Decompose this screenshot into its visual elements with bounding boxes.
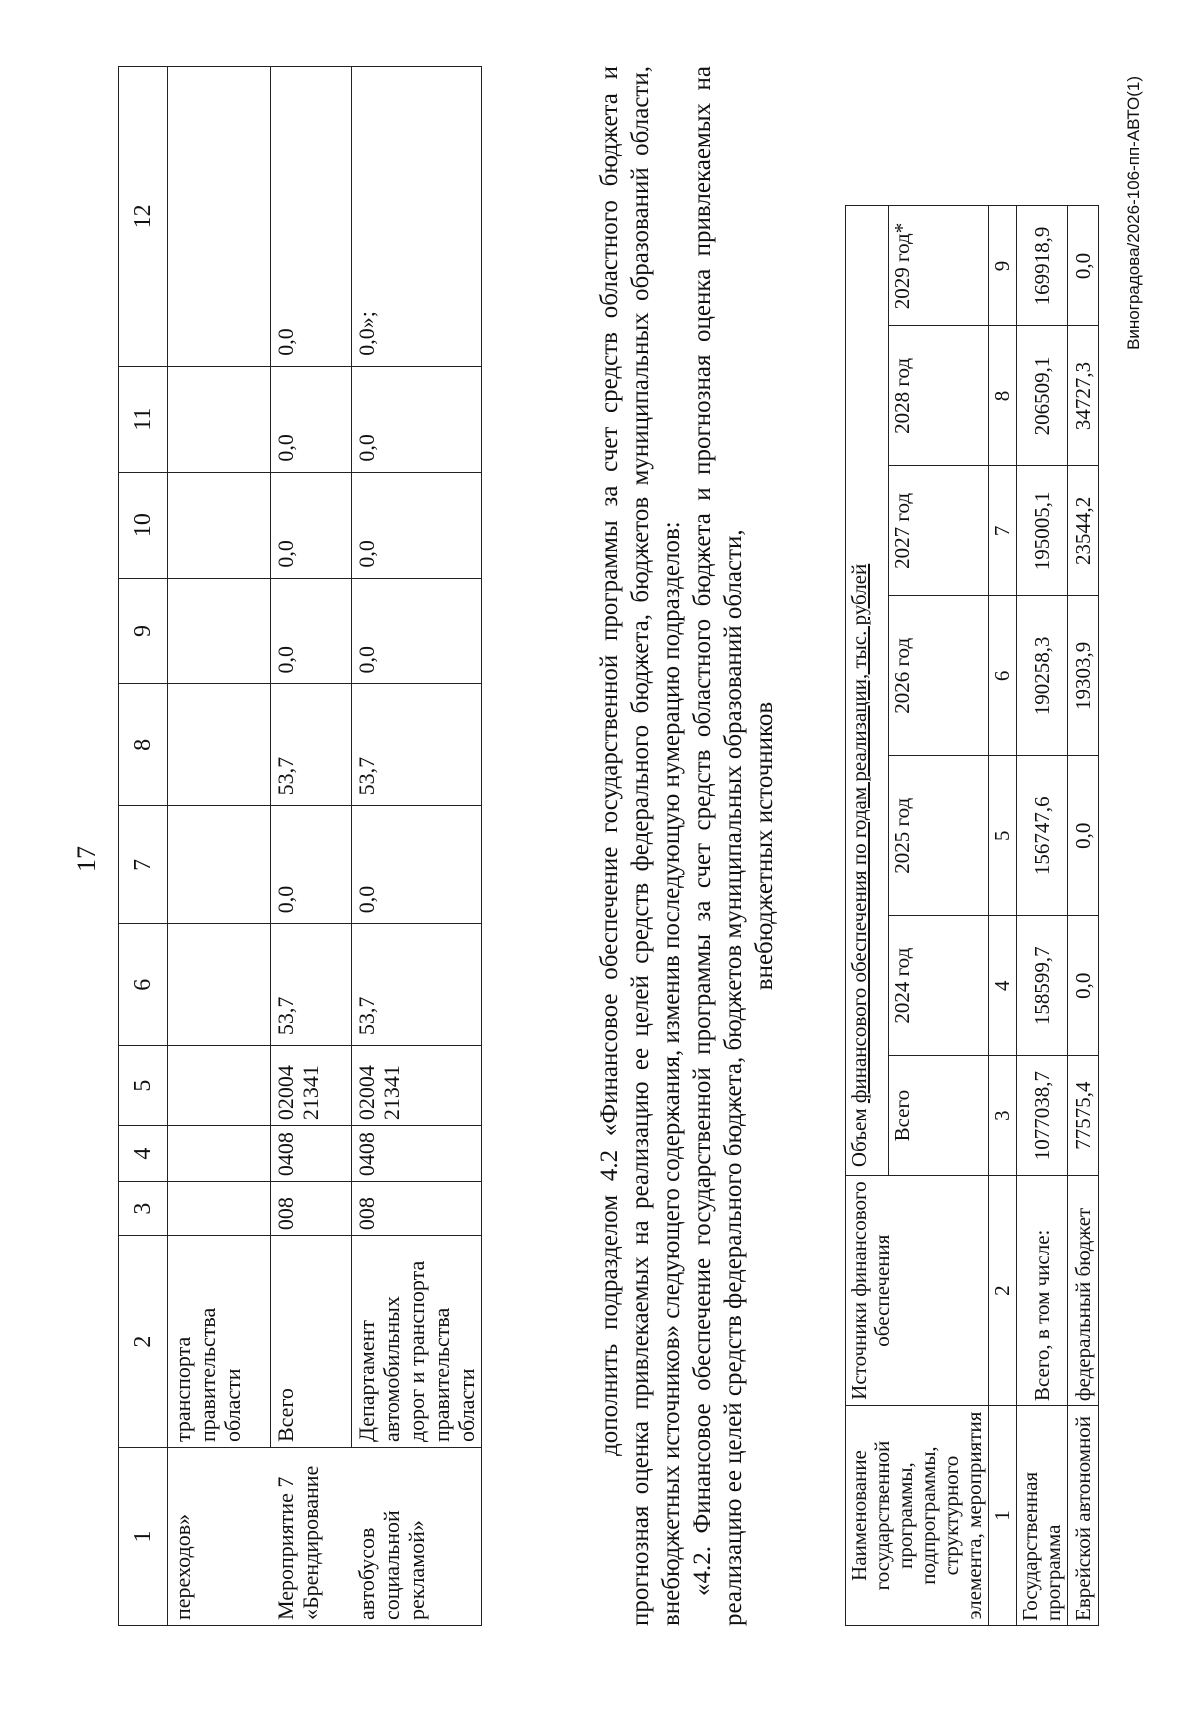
header-cell: 2 — [119, 1236, 168, 1448]
header-cell: 6 — [119, 924, 168, 1046]
header-cell: 7 — [119, 806, 168, 924]
header-volume-underlined: финансового обеспечения по годам реализации, тыс. рублей — [847, 563, 871, 1104]
upper-table — [118, 66, 482, 1626]
header-cell: 3 — [119, 1182, 168, 1236]
year-header: 2024 год — [889, 916, 989, 1056]
table-cell: переходов» — [168, 1448, 271, 1626]
table-cell: 0,0»; — [352, 67, 482, 367]
column-number: 5 — [989, 756, 1017, 916]
table-row — [1017, 66, 1068, 1626]
table-cell: Департамент автомобильных дорог и транспорта правительства области — [352, 1236, 482, 1448]
table-cell: 0408 — [271, 1126, 352, 1182]
table-cell: 0,0 — [271, 578, 352, 684]
table-cell — [168, 472, 271, 578]
table-cell: 0,0 — [352, 366, 482, 472]
table-cell: 0,0 — [1068, 916, 1099, 1056]
table-cell: 0,0 — [352, 806, 482, 924]
table-cell — [168, 684, 271, 806]
table-cell: Мероприятие 7 «Брендирование — [271, 1448, 352, 1626]
header-cell: 10 — [119, 472, 168, 578]
page-number: 17 — [72, 846, 101, 872]
column-number: 4 — [989, 916, 1017, 1056]
row-source: федеральный бюджет — [1068, 1176, 1099, 1406]
table-cell: 008 — [352, 1182, 482, 1236]
row-name: Еврейской автономной — [1068, 1406, 1099, 1626]
header-volume — [846, 206, 889, 1176]
header-cell: 4 — [119, 1126, 168, 1182]
table-cell: 23544,2 — [1068, 466, 1099, 596]
table-cell — [168, 806, 271, 924]
table-cell — [168, 578, 271, 684]
table-cell — [168, 1046, 271, 1126]
column-number: 6 — [989, 596, 1017, 756]
table-cell: 195005,1 — [1017, 466, 1068, 596]
table-row — [1068, 66, 1099, 1626]
column-number: 9 — [989, 206, 1017, 326]
table-cell: 0,0 — [271, 806, 352, 924]
table-cell — [168, 1126, 271, 1182]
table-cell — [168, 924, 271, 1046]
table-cell: Всего — [271, 1236, 352, 1448]
row-name: Государственная программа — [1017, 1406, 1068, 1626]
table-cell: 0,0 — [352, 578, 482, 684]
table-cell — [168, 67, 271, 367]
header-source: Источники финансового обеспечения — [846, 1176, 989, 1406]
column-number: 1 — [989, 1406, 1017, 1626]
table-cell: 0,0 — [1068, 756, 1099, 916]
table-cell: 19303,9 — [1068, 596, 1099, 756]
table-cell: 169918,9 — [1017, 206, 1068, 326]
table-cell: 156747,6 — [1017, 756, 1068, 916]
table-row — [352, 67, 482, 1626]
table-cell — [168, 366, 271, 472]
table-cell: 53,7 — [271, 684, 352, 806]
row-source: Всего, в том числе: — [1017, 1176, 1068, 1406]
table-cell: 206509,1 — [1017, 326, 1068, 466]
column-number: 8 — [989, 326, 1017, 466]
table-row — [271, 67, 352, 1626]
year-header: 2025 год — [889, 756, 989, 916]
table-cell: 0,0 — [271, 67, 352, 367]
column-number-row — [989, 66, 1017, 1626]
header-cell: 1 — [119, 1448, 168, 1626]
year-header: 2028 год — [889, 326, 989, 466]
table-cell: 0,0 — [271, 472, 352, 578]
table-cell: 77575,4 — [1068, 1056, 1099, 1176]
paragraph: «4.2. Финансовое обеспечение государственной программы за счет средств областного бюджета и прогнозная оценка привлекаемых на реализацию ее целей средств федерального бюджета, бюджетов муниципальных образований области, — [689, 66, 747, 1626]
table-cell: 53,7 — [352, 684, 482, 806]
document-footer: Виноградова/2026-106-пп-АВТО(1) — [1124, 76, 1143, 350]
table-cell: 158599,7 — [1017, 916, 1068, 1056]
column-number: 3 — [989, 1056, 1017, 1176]
table-cell: 53,7 — [352, 924, 482, 1046]
column-number: 7 — [989, 466, 1017, 596]
table-cell — [168, 1182, 271, 1236]
header-cell: 11 — [119, 366, 168, 472]
year-header: 2027 год — [889, 466, 989, 596]
header-cell: 5 — [119, 1046, 168, 1126]
financing-header-row — [846, 66, 889, 1626]
table-cell: 0,0 — [271, 366, 352, 472]
table-cell: 1077038,7 — [1017, 1056, 1068, 1176]
header-cell: 9 — [119, 578, 168, 684]
financing-table — [845, 66, 1099, 1626]
table-cell: автобусов социальной рекламой» — [352, 1448, 482, 1626]
table-cell: 02004 21341 — [271, 1046, 352, 1126]
header-volume-prefix: Объем — [847, 1103, 871, 1168]
header-name: Наименование государственной программы, подпрограммы, структурного элемента, мероприятия — [846, 1406, 989, 1626]
table-cell: 0408 — [352, 1126, 482, 1182]
header-cell: 12 — [119, 67, 168, 367]
table-cell: 190258,3 — [1017, 596, 1068, 756]
header-cell: 8 — [119, 684, 168, 806]
table-cell: 34727,3 — [1068, 326, 1099, 466]
table-cell: 02004 21341 — [352, 1046, 482, 1126]
table-cell: транспорта правительства области — [168, 1236, 271, 1448]
table-cell: 008 — [271, 1182, 352, 1236]
table-cell: 53,7 — [271, 924, 352, 1046]
table-cell: 0,0 — [1068, 206, 1099, 326]
year-header: Всего — [889, 1056, 989, 1176]
year-header: 2026 год — [889, 596, 989, 756]
table-row — [168, 67, 271, 1626]
paragraph: внебюджетных источников — [751, 701, 778, 991]
column-number: 2 — [989, 1176, 1017, 1406]
paragraph: дополнить подразделом 4.2 «Финансовое обеспечение государственной программы за счет средств областного бюджета и прогнозная оценка привлекаемых на реализацию ее целей средств федерального бюджета, бюджетов муниципальных образований области, внебюджетных источников» следующего содержания, изменив последующую нумерацию подразделов: — [596, 66, 685, 1626]
upper-table-header-row — [119, 67, 168, 1626]
amendment-text — [594, 66, 780, 1626]
table-cell: 0,0 — [352, 472, 482, 578]
year-header: 2029 год* — [889, 206, 989, 326]
